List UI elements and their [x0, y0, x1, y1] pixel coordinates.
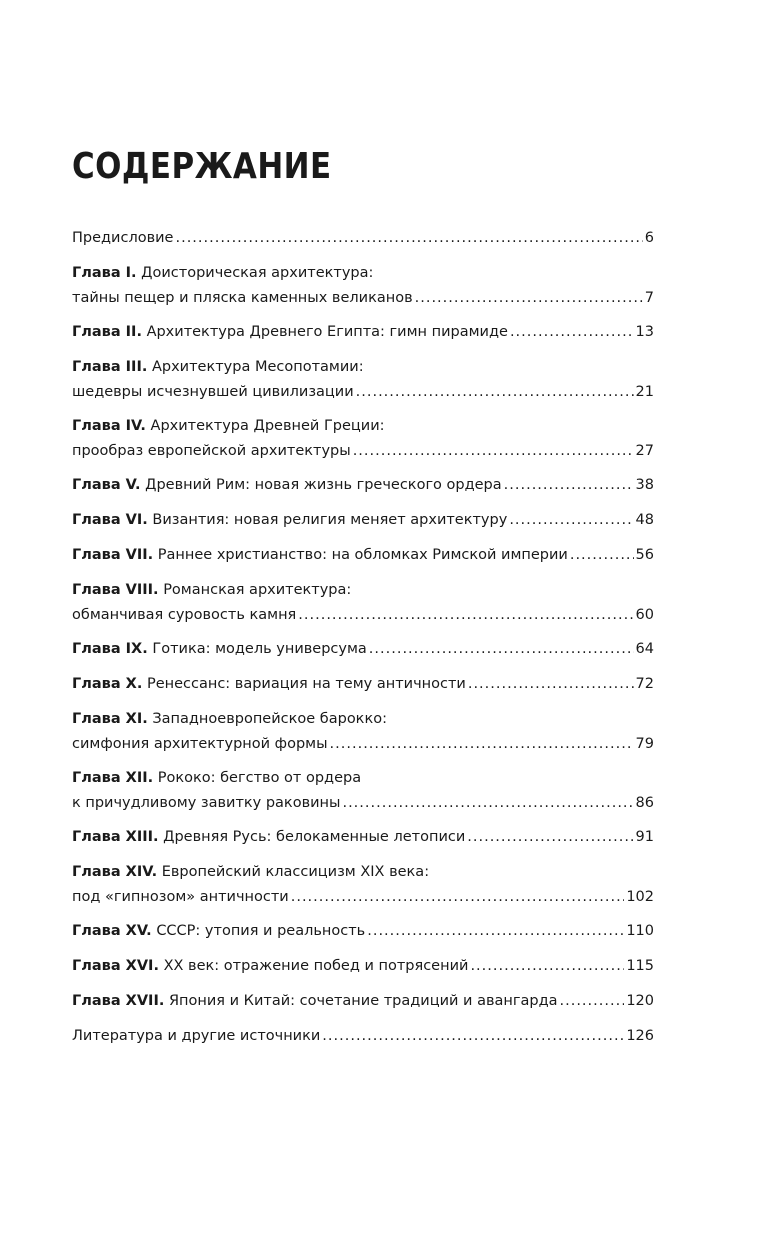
chapter-number: Глава II.	[72, 324, 142, 340]
chapter-number: Глава XIV.	[72, 864, 158, 880]
leader-dots	[369, 637, 634, 662]
leader-dots	[560, 989, 625, 1014]
toc-entry-title: Япония и Китай: сочетание традиций и авангарда	[168, 993, 558, 1009]
toc-entry-chapter-17[interactable]	[72, 989, 654, 1014]
toc-page-number: 126	[626, 1028, 654, 1044]
chapter-number: Глава XVI.	[72, 958, 159, 974]
toc-entry-chapter-10[interactable]	[72, 672, 654, 697]
toc-page-number: 56	[635, 547, 654, 563]
toc-entry-title: Ренессанс: вариация на тему античности	[146, 676, 466, 692]
leader-dots	[342, 791, 633, 816]
toc-entry-title: Доисторическая архитектура:	[141, 265, 374, 281]
leader-dots	[467, 825, 633, 850]
toc-page-number: 64	[635, 641, 654, 657]
chapter-number: Глава XIII.	[72, 829, 159, 845]
leader-dots	[415, 286, 643, 311]
toc-entry-chapter-11[interactable]	[72, 707, 654, 757]
toc-page-number: 115	[626, 958, 654, 974]
leader-dots	[367, 919, 624, 944]
leader-dots	[510, 320, 634, 345]
chapter-number: Глава XVII.	[72, 993, 165, 1009]
chapter-number: Глава VIII.	[72, 582, 159, 598]
toc-entry-title: Предисловие	[72, 230, 174, 246]
toc-entry-title: Архитектура Месопотамии:	[151, 359, 364, 375]
leader-dots	[353, 439, 634, 464]
toc-entry-chapter-9[interactable]	[72, 637, 654, 662]
toc-page-number: 60	[635, 607, 654, 623]
toc-page-number: 79	[635, 736, 654, 752]
toc-entry-subtitle: к причудливому завитку раковины	[72, 795, 341, 811]
toc-page-number: 13	[635, 324, 654, 340]
toc-entry-title: Романская архитектура:	[163, 582, 352, 598]
toc-entry-chapter-15[interactable]	[72, 919, 654, 944]
toc-entry-chapter-13[interactable]	[72, 825, 654, 850]
toc-entry-title: Западноевропейское барокко:	[152, 711, 387, 727]
leader-dots	[322, 1024, 624, 1049]
toc-entry-bibliography[interactable]	[72, 1024, 654, 1049]
chapter-number: Глава XII.	[72, 770, 154, 786]
leader-dots	[509, 508, 633, 533]
toc-page-number: 6	[644, 230, 654, 246]
toc-entry-title: Готика: модель универсума	[152, 641, 367, 657]
toc-page-number: 120	[626, 993, 654, 1009]
toc-entry-title: Византия: новая религия меняет архитектуру	[152, 512, 508, 528]
toc-entry-chapter-12[interactable]	[72, 766, 654, 816]
toc-entry-preface[interactable]	[72, 226, 654, 251]
toc-entry-chapter-3[interactable]	[72, 355, 654, 405]
chapter-number: Глава XV.	[72, 923, 152, 939]
toc-entry-title: Древняя Русь: белокаменные летописи	[163, 829, 466, 845]
chapter-number: Глава IV.	[72, 418, 146, 434]
toc-page-number: 7	[644, 290, 654, 306]
toc-entry-chapter-1[interactable]	[72, 261, 654, 311]
chapter-number: Глава XI.	[72, 711, 148, 727]
toc-entry-subtitle: прообраз европейской архитектуры	[72, 443, 351, 459]
toc-page-number: 38	[635, 477, 654, 493]
toc-entry-title: Архитектура Древнего Египта: гимн пирамиде	[146, 324, 508, 340]
toc-entry-subtitle: обманчивая суровость камня	[72, 607, 297, 623]
toc-entry-subtitle: симфония архитектурной формы	[72, 736, 328, 752]
page-title: СОДЕРЖАНИЕ	[72, 146, 332, 187]
leader-dots	[356, 380, 634, 405]
toc-entry-chapter-8[interactable]	[72, 578, 654, 628]
toc-entry-chapter-7[interactable]	[72, 543, 654, 568]
toc-entry-chapter-6[interactable]	[72, 508, 654, 533]
chapter-number: Глава V.	[72, 477, 141, 493]
toc-page-number: 86	[635, 795, 654, 811]
toc-entry-title: Европейский классицизм XIX века:	[161, 864, 430, 880]
toc-page-number: 110	[626, 923, 654, 939]
toc-page-number: 91	[635, 829, 654, 845]
leader-dots	[291, 885, 625, 910]
toc-entry-title: Рококо: бегство от ордера	[157, 770, 362, 786]
toc-entry-chapter-4[interactable]	[72, 414, 654, 464]
chapter-number: Глава I.	[72, 265, 137, 281]
chapter-number: Глава III.	[72, 359, 148, 375]
chapter-number: Глава VI.	[72, 512, 148, 528]
toc-entry-subtitle: под «гипнозом» античности	[72, 889, 289, 905]
leader-dots	[175, 226, 642, 251]
table-of-contents	[72, 226, 654, 1059]
toc-entry-title: СССР: утопия и реальность	[156, 923, 366, 939]
toc-entry-title: Литература и другие источники	[72, 1028, 321, 1044]
toc-page-number: 72	[635, 676, 654, 692]
toc-page-number: 48	[635, 512, 654, 528]
toc-entry-chapter-2[interactable]	[72, 320, 654, 345]
toc-entry-title: Раннее христианство: на обломках Римской империи	[157, 547, 568, 563]
leader-dots	[470, 954, 624, 979]
leader-dots	[570, 543, 634, 568]
leader-dots	[298, 603, 633, 628]
toc-entry-chapter-14[interactable]	[72, 860, 654, 910]
toc-entry-subtitle: тайны пещер и пляска каменных великанов	[72, 290, 413, 306]
toc-page-number: 102	[626, 889, 654, 905]
chapter-number: Глава IX.	[72, 641, 148, 657]
chapter-number: Глава X.	[72, 676, 143, 692]
toc-entry-title: Древний Рим: новая жизнь греческого ордера	[145, 477, 502, 493]
toc-entry-subtitle: шедевры исчезнувшей цивилизации	[72, 384, 354, 400]
toc-entry-title: Архитектура Древней Греции:	[150, 418, 385, 434]
leader-dots	[330, 732, 634, 757]
toc-entry-chapter-5[interactable]	[72, 473, 654, 498]
leader-dots	[504, 473, 634, 498]
leader-dots	[468, 672, 634, 697]
toc-page-number: 27	[635, 443, 654, 459]
toc-page-number: 21	[635, 384, 654, 400]
toc-entry-title: XX век: отражение побед и потрясений	[163, 958, 469, 974]
toc-entry-chapter-16[interactable]	[72, 954, 654, 979]
chapter-number: Глава VII.	[72, 547, 154, 563]
